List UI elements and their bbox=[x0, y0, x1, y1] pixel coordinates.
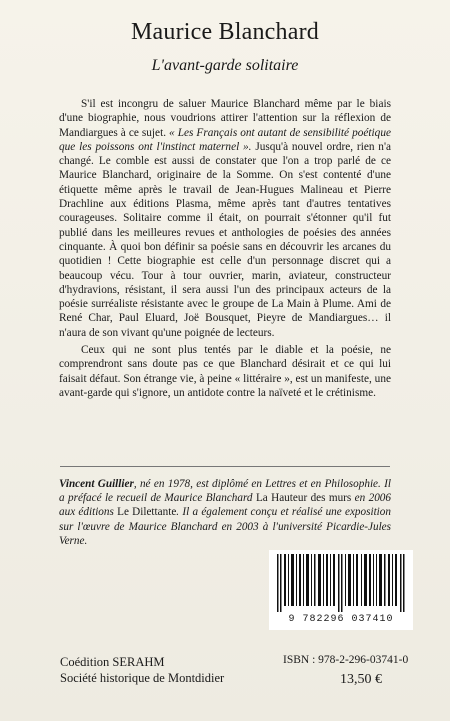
blurb bbox=[59, 97, 391, 403]
coedition bbox=[60, 654, 224, 686]
blurb-p1-rest: Jusqu'à nouvel ordre, rien n'a changé. Le comble est aussi de constater que l'on a trop parlé de ce Maurice Blanchard, originaire de la Somme. On s'est contenté d'une étiquette même après le travail de Jean-Hugues Malineau et Pierre Drachline aux éditions Plasma, même après tant d'autres tentatives courageuses. Solitaire comme il était, on pourrait s'étonner qu'il fut publié dans les meilleures revues et anthologies de poésies des années cinquante. À quoi bon définir sa poésie sans en découvrir les arcanes du quotidien ! Cette biographie est celle d'un personnage discret qui a beaucoup vécu. Tour à tour ouvrier, marin, aviateur, constructeur d'hydravions, résistant, il sera aussi l'un des principaux acteurs de la poésie surréaliste résistante avec le groupe de La Main à Plume. Ami de René Char, Paul Eluard, Joë Bousquet, Pieyre de Mandiargues… il n'aura de son vivant qu'une poignée de lecteurs. bbox=[59, 140, 392, 339]
price: 13,50 € bbox=[340, 672, 382, 687]
bio-book-title: La Hauteur des murs bbox=[255, 492, 352, 505]
blurb-paragraph-2: Ceux qui ne sont plus tentés par le diable et la poésie, ne comprendront sans doute pas ce que Blanchard désirait et ce qui lui faisait défaut. Son étrange vie, à peine « littéraire », est un manifeste, une avant-garde qui s'ignore, un antidote contre la naïveté et le crétinisme. bbox=[59, 344, 391, 399]
blurb-paragraph-1 bbox=[59, 97, 391, 340]
blurb-p1-quote: « Les Français ont autant de sensibilité poétique que les poissons ont l'instinct maternel ». bbox=[59, 126, 391, 153]
divider bbox=[60, 466, 390, 467]
barcode-bars-icon bbox=[275, 554, 407, 612]
blurb-p1-start: S'il est incongru de saluer Maurice Blanchard même par le biais d'une biographie, nous voudrions attirer l'attention sur la réflexion de Mandiargues à ce sujet. bbox=[59, 98, 391, 139]
author-name: Vincent Guillier bbox=[59, 478, 134, 490]
author-bio bbox=[59, 477, 391, 548]
bio-text-1: , né en 1978, est diplômé en Lettres et en Philosophie. Il a préfacé le recueil de Maurice Blanchard bbox=[59, 478, 391, 505]
bio-publisher: Le Dilettante bbox=[117, 506, 177, 519]
isbn: ISBN : 978-2-296-03741-0 bbox=[283, 654, 409, 666]
bio-text-3: . Il a également conçu et réalisé une exposition sur l'œuvre de Maurice Blanchard en 2003 à l'université Picardie-Jules Verne. bbox=[59, 506, 391, 547]
bio-text-2: en 2006 aux éditions bbox=[59, 492, 391, 519]
coedition-line-2: Société historique de Montdidier bbox=[60, 671, 225, 685]
book-subtitle: L'avant-garde solitaire bbox=[151, 57, 299, 74]
barcode-digits: 9 782296 037410 bbox=[288, 614, 394, 625]
book-title: Maurice Blanchard bbox=[131, 19, 319, 45]
barcode bbox=[269, 550, 413, 630]
coedition-line-1: Coédition SERAHM bbox=[60, 655, 165, 669]
